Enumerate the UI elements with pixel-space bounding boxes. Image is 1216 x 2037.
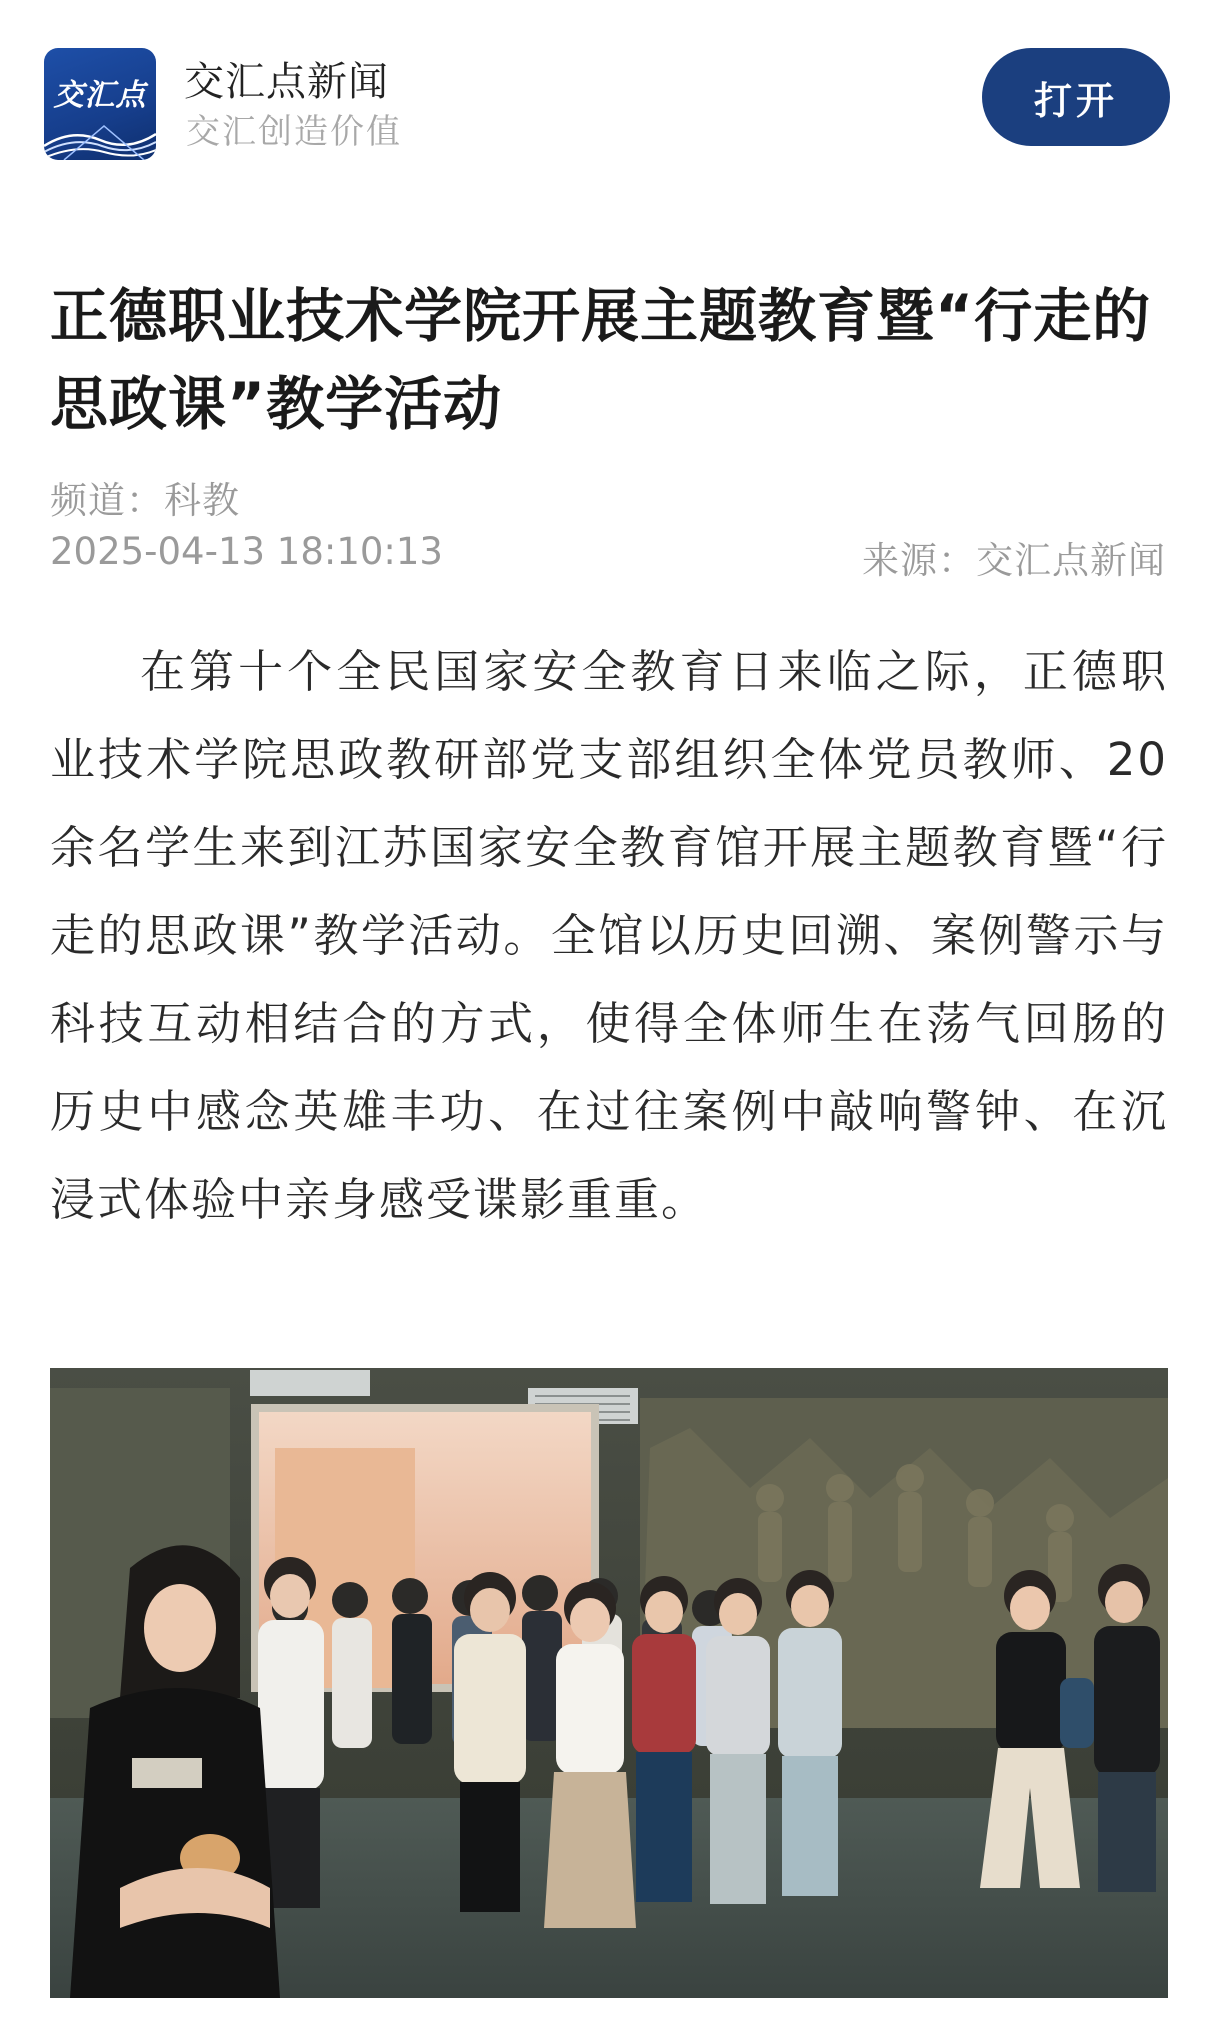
photo-illustration (50, 1368, 1168, 1998)
logo-text: 交汇点 (53, 78, 147, 113)
open-app-button[interactable]: 打开 (982, 48, 1170, 146)
article-datetime: 2025-04-13 18:10:13 (50, 530, 443, 573)
app-slogan: 交汇创造价值 (186, 112, 402, 152)
article-photo (50, 1368, 1168, 1998)
article-title: 正德职业技术学院开展主题教育暨“行走的思政课”教学活动 (50, 282, 1152, 438)
article-channel: 频道：科教 (50, 479, 240, 522)
app-banner (0, 0, 1216, 190)
app-logo[interactable] (44, 48, 156, 160)
article-source: 来源：交汇点新闻 (862, 539, 1166, 582)
app-name: 交汇点新闻 (184, 59, 389, 105)
wave-icon (44, 116, 156, 160)
article-body: 在第十个全民国家安全教育日来临之际，正德职业技术学院思政教研部党支部组织全体党员教师、20余名学生来到江苏国家安全教育馆开展主题教育暨“行走的思政课”教学活动。全馆以历史回溯、案例警示与科技互动相结合的方式，使得全体师生在荡气回肠的历史中感念英雄丰功、在过往案例中敲响警钟、在沉浸式体验中亲身感受谍影重重。 (50, 645, 1168, 1226)
